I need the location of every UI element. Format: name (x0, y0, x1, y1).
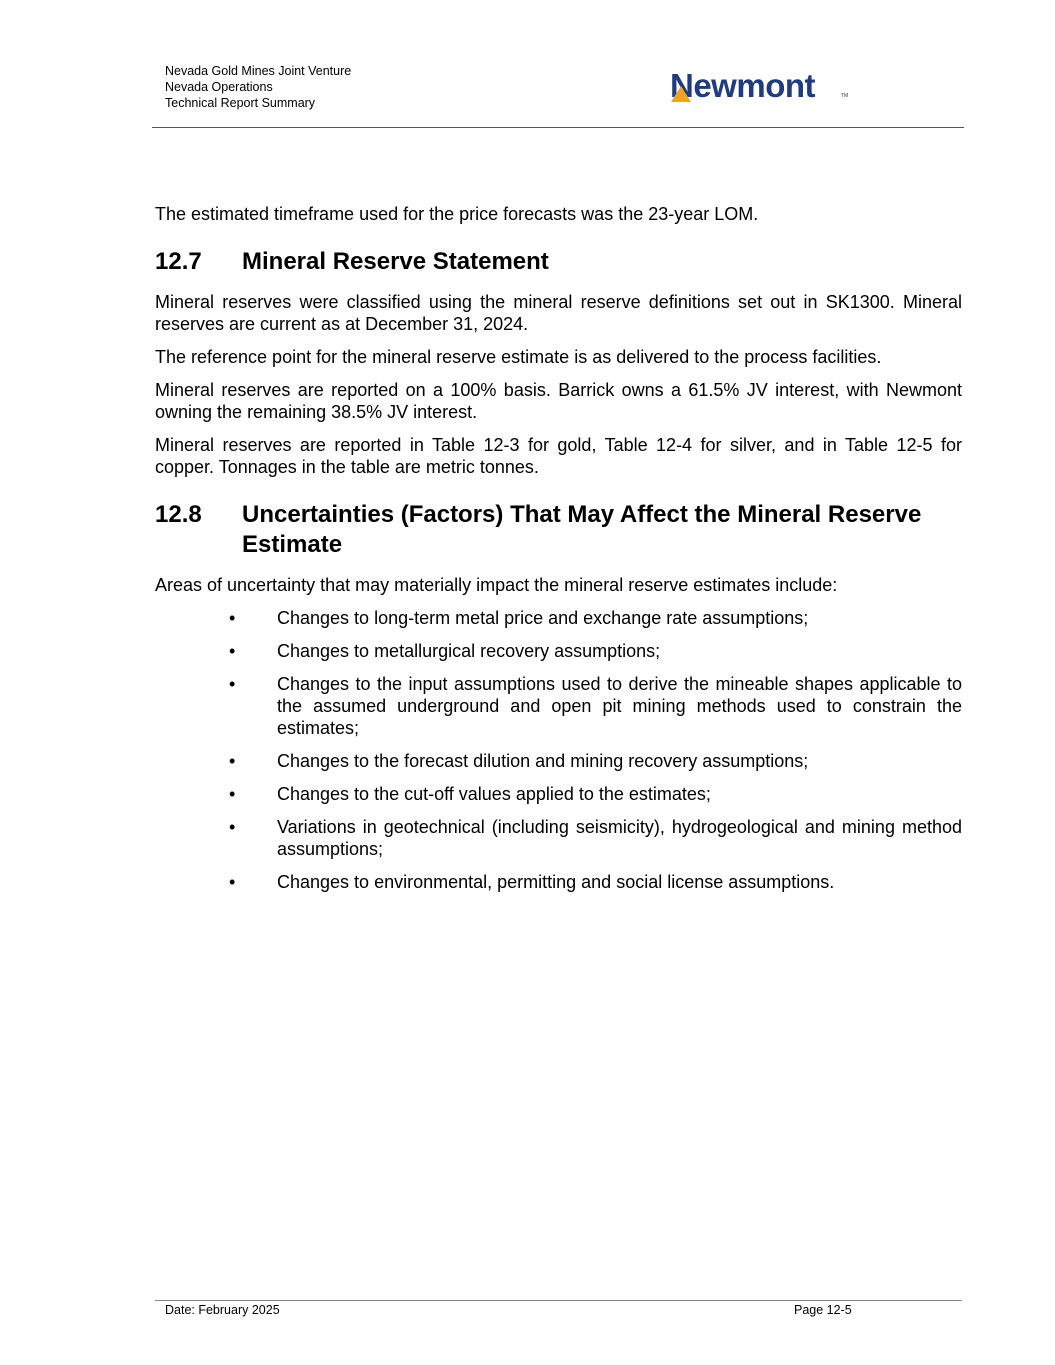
paragraph: Mineral reserves are reported on a 100% basis. Barrick owns a 61.5% JV interest, with Newmont owning the remaining 38.5% JV interest. (155, 380, 962, 422)
logo-triangle-icon (671, 86, 691, 102)
header-line: Nevada Gold Mines Joint Venture (165, 64, 352, 78)
paragraph: Areas of uncertainty that may materially impact the mineral reserve estimates include: (155, 575, 838, 595)
paragraph: Mineral reserves were classified using the mineral reserve definitions set out in SK1300. Mineral reserves are current as at December 31, 2024. (155, 292, 962, 334)
section-heading: 12.8 Uncertainties (Factors) That May Affect the Mineral Reserve Estimate (155, 501, 922, 558)
list-item: • Changes to the cut-off values applied to the estimates; (229, 784, 711, 804)
bullet-list (155, 607, 962, 893)
header-line: Technical Report Summary (165, 96, 316, 110)
newmont-logo: Newmont TM (670, 67, 849, 104)
footer-page-number: Page 12-5 (794, 1303, 852, 1317)
list-item: • Changes to long-term metal price and exchange rate assumptions; (229, 608, 809, 628)
body-content (155, 203, 962, 904)
paragraph: The reference point for the mineral reserve estimate is as delivered to the process facilities. (155, 347, 882, 367)
running-header (165, 63, 351, 111)
header-rule (152, 127, 964, 128)
list-item: • Changes to environmental, permitting and social license assumptions. (229, 872, 835, 892)
list-item: • Changes to metallurgical recovery assumptions; (229, 641, 661, 661)
list-item: • Changes to the input assumptions used to derive the mineable shapes applicable to the assumed underground and open pit mining methods used to constrain the estimates; (229, 674, 962, 738)
footer-rule (155, 1300, 962, 1301)
list-item: • Variations in geotechnical (including seismicity), hydrogeological and mining method assumptions; (229, 817, 962, 859)
footer-date: Date: February 2025 (165, 1303, 280, 1317)
paragraph: Mineral reserves are reported in Table 12-3 for gold, Table 12-4 for silver, and in Table 12-5 for copper. Tonnages in the table are metric tonnes. (155, 435, 962, 477)
list-item: • Changes to the forecast dilution and mining recovery assumptions; (229, 751, 809, 771)
section-heading: 12.7 Mineral Reserve Statement (155, 248, 549, 275)
paragraph: The estimated timeframe used for the price forecasts was the 23-year LOM. (155, 204, 759, 224)
header-line: Nevada Operations (165, 80, 273, 94)
